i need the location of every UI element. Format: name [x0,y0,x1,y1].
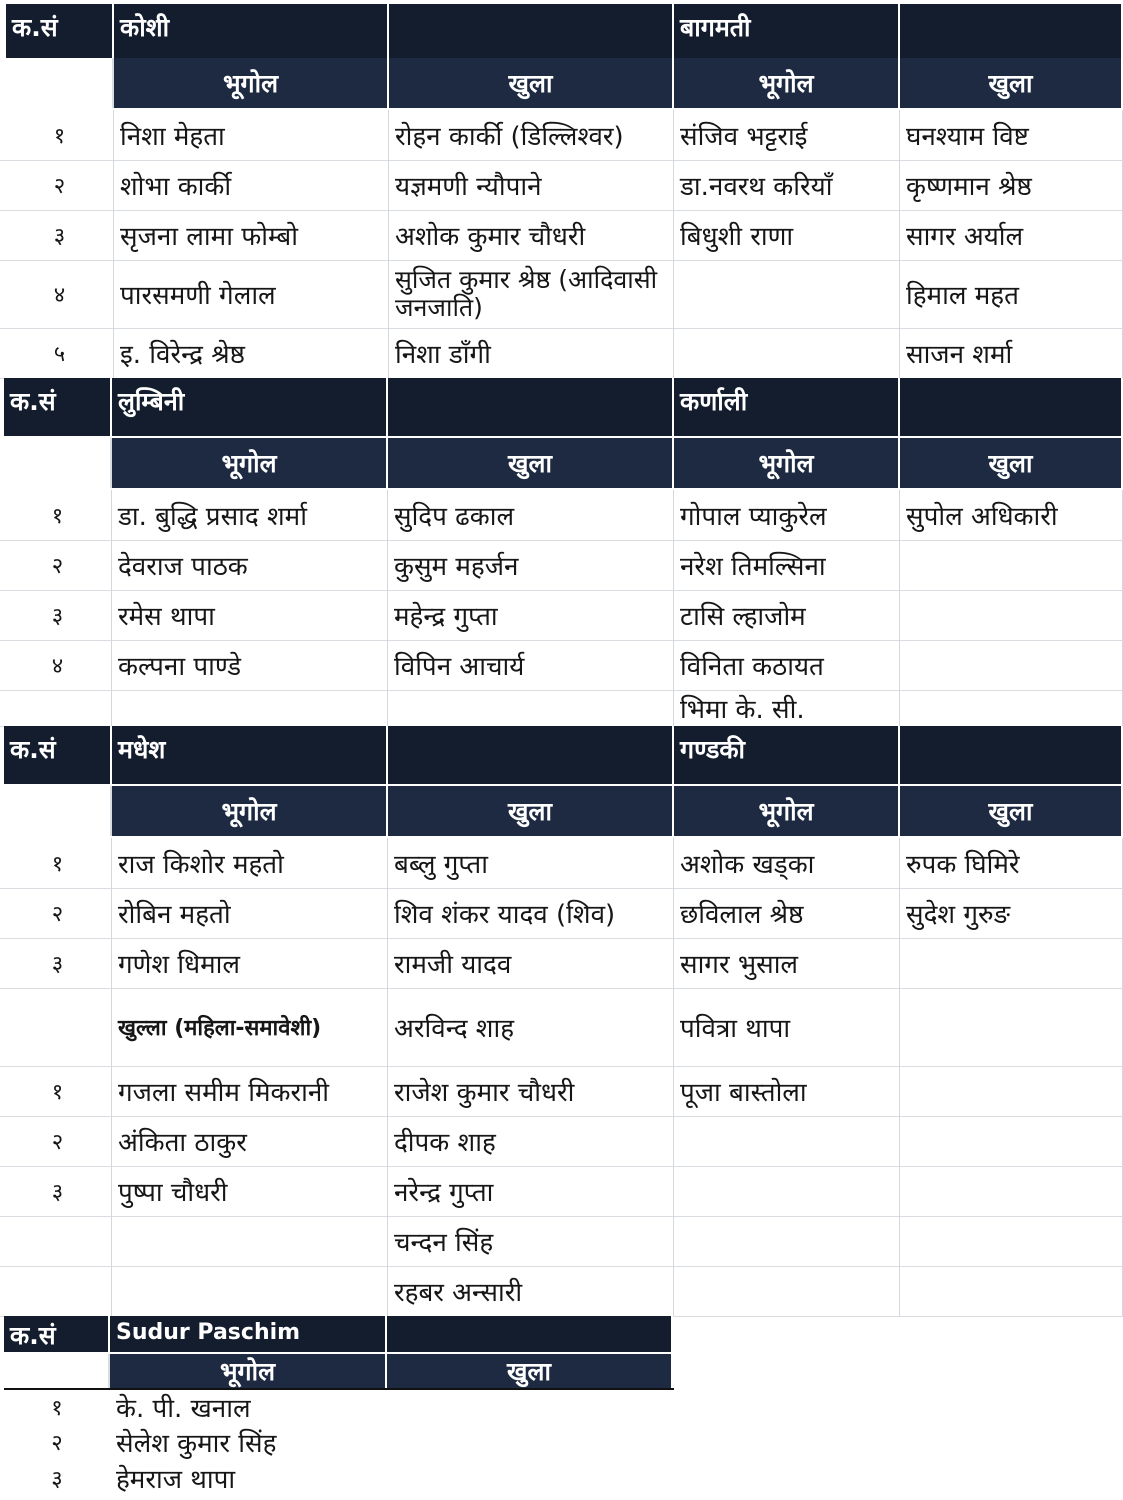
table-row [0,1066,1123,1117]
serial-number-cell: १ [6,110,114,160]
sn-subheader-blank [4,438,112,488]
col-khula: खुला [900,786,1123,836]
khula-name-cell: दीपक शाह [388,1116,674,1166]
bhugol-name-cell: सृजना लामा फोम्बो [114,210,389,260]
column-header-row [0,58,1123,108]
col-bhugol: भूगोल [112,786,388,836]
sn-subheader-blank [4,1354,110,1388]
table-row [0,1116,1123,1167]
serial-number-cell: २ [4,1116,112,1166]
column-header-row [0,438,1123,488]
bhugol-name-cell: शोभा कार्की [114,160,389,210]
khula-name-cell [900,938,1123,988]
khula-name-cell: सुपोल अधिकारी [900,490,1123,540]
bhugol-name-cell: रोबिन महतो [112,888,388,938]
section-header-row [0,4,1123,58]
bhugol-name-cell: सागर भुसाल [674,938,900,988]
table-row [0,1390,674,1424]
khula-name-cell [900,590,1123,640]
serial-number-cell: २ [6,160,114,210]
table-row [0,1216,1123,1267]
serial-number-cell [4,988,112,1066]
serial-number-cell: ४ [6,260,114,328]
khula-name-cell: राजेश कुमार चौधरी [388,1066,674,1116]
bhugol-name-cell [674,328,900,378]
khula-name-cell [900,640,1123,690]
serial-number-cell: ३ [4,1166,112,1216]
header-spacer [900,4,1123,58]
section-sudur-paschim [0,1316,1123,1500]
bhugol-name-cell: नरेश तिमल्सिना [674,540,900,590]
col-khula: खुला [388,438,674,488]
table-row [0,1266,1123,1317]
table-row [0,1166,1123,1217]
col-khula: खुला [389,58,674,108]
khula-name-cell [900,1216,1123,1266]
header-spacer [387,1316,673,1352]
col-khula: खुला [388,786,674,836]
table-row [0,540,1123,591]
bhugol-name-cell: पुष्पा चौधरी [112,1166,388,1216]
khula-name-cell: बब्लु गुप्ता [388,838,674,888]
section-header-row [0,378,1123,436]
province-title-bagmati: बागमती [674,4,900,58]
province-title-lumbini: लुम्बिनी [112,378,388,436]
serial-number-cell: १ [4,1066,112,1116]
khula-name-cell: सुदेश गुरुङ [900,888,1123,938]
section-header-row [0,726,1123,784]
khula-name-cell: विपिन आचार्य [388,640,674,690]
bhugol-name-cell: बिधुशी राणा [674,210,900,260]
bhugol-name-cell: पवित्रा थापा [674,988,900,1066]
table-row [0,490,1123,541]
bhugol-name-cell [674,1166,900,1216]
sn-header: क.सं [4,726,112,784]
bhugol-name-cell [674,1266,900,1316]
serial-number-cell: २ [4,540,112,590]
khula-name-cell: चन्दन सिंह [388,1216,674,1266]
table-row [0,260,1123,329]
bhugol-name-cell: अशोक खड्का [674,838,900,888]
bhugol-name-cell: निशा मेहता [114,110,389,160]
serial-number-cell: ३ [4,938,112,988]
bhugol-name-cell: पूजा बास्तोला [674,1066,900,1116]
serial-number-cell: ३ [4,590,112,640]
khula-name-cell: रामजी यादव [388,938,674,988]
table-row [0,328,1123,379]
serial-number-cell: २ [51,1431,63,1456]
column-header-row [0,1354,674,1388]
khula-name-cell: निशा डाँगी [389,328,674,378]
serial-number-cell: १ [51,1396,63,1421]
serial-number-cell: ३ [6,210,114,260]
serial-number-cell: १ [4,490,112,540]
bhugol-name-cell: गणेश धिमाल [112,938,388,988]
khula-name-cell: यज्ञमणी न्यौपाने [389,160,674,210]
header-spacer [900,726,1123,784]
bhugol-name-cell: राज किशोर महतो [112,838,388,888]
table-row [0,590,1123,641]
bhugol-name-cell: गोपाल प्याकुरेल [674,490,900,540]
serial-number-cell: ३ [51,1467,63,1492]
bhugol-name-cell: सेलेश कुमार सिंह [116,1429,277,1459]
table-row [0,690,1123,727]
sn-subheader-blank [4,786,112,836]
table-row [0,938,1123,989]
bhugol-name-cell: भिमा के. सी. [674,690,900,726]
khula-name-cell [900,1116,1123,1166]
table-row [0,888,1123,939]
sn-header: क.सं [6,4,114,58]
serial-number-cell: १ [4,838,112,888]
table-row [0,160,1123,211]
bhugol-name-cell: इ. विरेन्द्र श्रेष्ठ [114,328,389,378]
khula-name-cell [900,540,1123,590]
province-title-sudur-paschim: Sudur Paschim [110,1316,387,1352]
bhugol-name-cell: टासि ल्हाजोम [674,590,900,640]
table-row [0,1424,674,1460]
table-row [0,110,1123,161]
khula-name-cell: कृष्णमान श्रेष्ठ [900,160,1123,210]
khula-name-cell: सुदिप ढकाल [388,490,674,540]
serial-number-cell: ५ [6,328,114,378]
section-lumbini-karnali [0,378,1123,724]
khula-name-cell [900,988,1123,1066]
province-title-karnali: कर्णाली [674,378,900,436]
col-bhugol: भूगोल [114,58,389,108]
khula-name-cell: अशोक कुमार चौधरी [389,210,674,260]
table-row [0,640,1123,691]
bhugol-name-cell: के. पी. खनाल [116,1394,251,1424]
section-koshi-bagmati [0,0,1123,378]
header-spacer [388,726,674,784]
bhugol-name-cell: पारसमणी गेलाल [114,260,389,328]
bhugol-name-cell [112,1266,388,1316]
bhugol-name-cell: हेमराज थापा [116,1465,236,1495]
table-row [0,1460,674,1496]
khula-name-cell [900,690,1123,726]
bhugol-name-cell: खुल्ला (महिला-समावेशी) [112,988,388,1066]
bhugol-name-cell: विनिता कठायत [674,640,900,690]
khula-name-cell [900,1266,1123,1316]
khula-name-cell: हिमाल महत [900,260,1123,328]
bhugol-name-cell [674,1216,900,1266]
serial-number-cell [4,1216,112,1266]
khula-name-cell: रुपक घिमिरे [900,838,1123,888]
khula-name-cell: घनश्याम विष्ट [900,110,1123,160]
table-row [0,988,1123,1067]
table-row [0,210,1123,261]
province-title-koshi: कोशी [114,4,389,58]
serial-number-cell: ४ [4,640,112,690]
khula-name-cell: नरेन्द्र गुप्ता [388,1166,674,1216]
serial-number-cell [4,690,112,726]
khula-name-cell: रोहन कार्की (डिल्लिश्वर) [389,110,674,160]
bhugol-name-cell [112,690,388,726]
col-bhugol: भूगोल [674,786,900,836]
column-header-row [0,786,1123,836]
col-khula: खुला [900,58,1123,108]
header-spacer [900,378,1123,436]
khula-name-cell: रहबर अन्सारी [388,1266,674,1316]
khula-name-cell: शिव शंकर यादव (शिव) [388,888,674,938]
col-khula: खुला [900,438,1123,488]
col-bhugol: भूगोल [110,1354,387,1388]
bhugol-name-cell: डा.नवरथ करियाँ [674,160,900,210]
col-bhugol: भूगोल [674,438,900,488]
khula-name-cell: अरविन्द शाह [388,988,674,1066]
khula-name-cell: महेन्द्र गुप्ता [388,590,674,640]
header-spacer [388,378,674,436]
bhugol-name-cell: देवराज पाठक [112,540,388,590]
serial-number-cell [4,1266,112,1316]
bhugol-name-cell [674,260,900,328]
header-spacer [389,4,674,58]
bhugol-name-cell: अंकिता ठाकुर [112,1116,388,1166]
province-title-madhesh: मधेश [112,726,388,784]
bhugol-name-cell [112,1216,388,1266]
bhugol-name-cell: छविलाल श्रेष्ठ [674,888,900,938]
bhugol-name-cell: डा. बुद्धि प्रसाद शर्मा [112,490,388,540]
bhugol-name-cell [674,1116,900,1166]
khula-name-cell: साजन शर्मा [900,328,1123,378]
serial-number-cell: २ [4,888,112,938]
khula-name-cell: कुसुम महर्जन [388,540,674,590]
col-bhugol: भूगोल [112,438,388,488]
khula-name-cell [900,1066,1123,1116]
khula-name-cell [900,1166,1123,1216]
sn-header: क.सं [4,378,112,436]
bhugol-name-cell: कल्पना पाण्डे [112,640,388,690]
table-row [0,838,1123,889]
section-header-row [0,1316,674,1352]
province-title-gandaki: गण्डकी [674,726,900,784]
bhugol-name-cell: संजिव भट्टराई [674,110,900,160]
col-khula: खुला [387,1354,673,1388]
section-madhesh-gandaki [0,724,1123,1316]
khula-name-cell: सागर अर्याल [900,210,1123,260]
col-bhugol: भूगोल [674,58,900,108]
khula-name-cell: सुजित कुमार श्रेष्ठ (आदिवासी जनजाति) [389,260,674,328]
sn-header: क.सं [4,1316,110,1352]
sn-subheader-blank [6,58,114,108]
bhugol-name-cell: गजला समीम मिकरानी [112,1066,388,1116]
khula-name-cell [388,690,674,726]
bhugol-name-cell: रमेस थापा [112,590,388,640]
